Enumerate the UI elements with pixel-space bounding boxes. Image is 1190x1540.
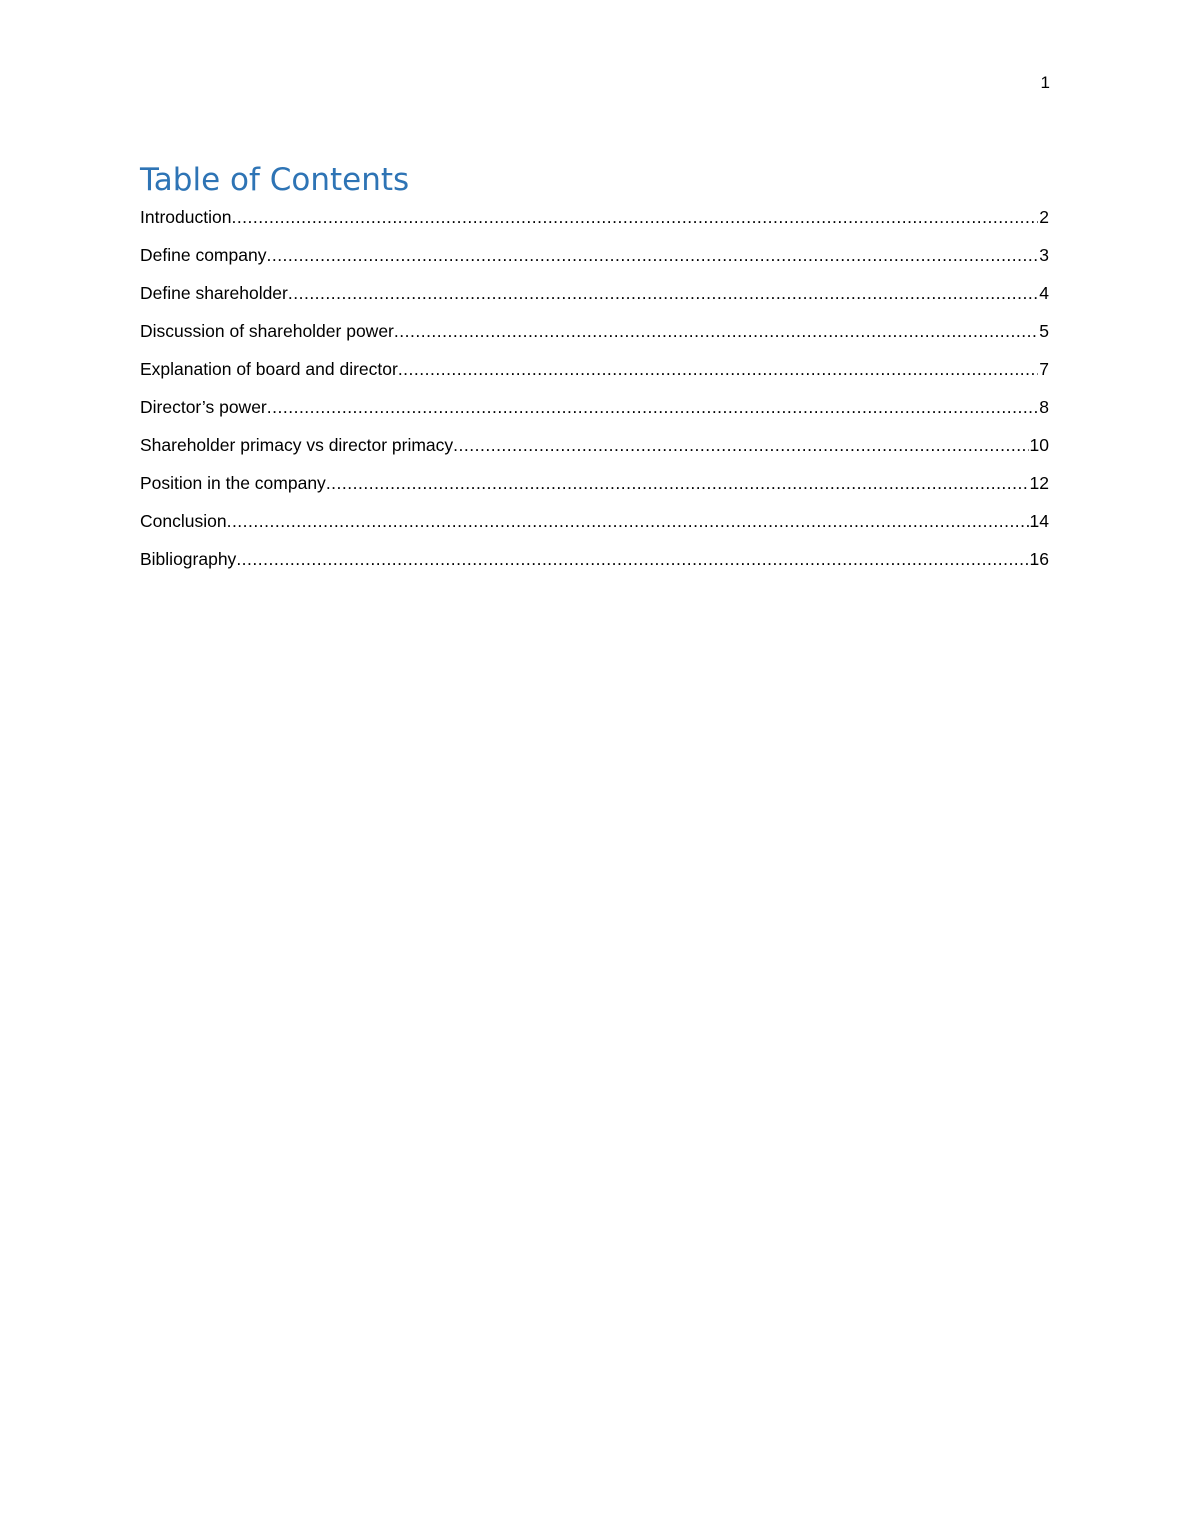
toc-dot-leader [267, 392, 1039, 422]
toc-dot-leader [266, 240, 1038, 270]
toc-entry-page: 16 [1029, 549, 1049, 569]
toc-entry-label: Position in the company [140, 473, 326, 493]
toc-entry-shareholder-power[interactable] [140, 316, 1049, 354]
toc-entry-conclusion[interactable] [140, 506, 1049, 544]
toc-dot-leader [236, 544, 1028, 574]
toc-entry-page: 5 [1039, 321, 1049, 341]
toc-entry-label: Conclusion [140, 511, 227, 531]
toc-list [140, 202, 1049, 582]
toc-entry-label: Explanation of board and director [140, 359, 398, 379]
page-number: 1 [1040, 73, 1050, 92]
toc-dot-leader [394, 316, 1038, 346]
toc-dot-leader [231, 202, 1038, 232]
toc-entry-label: Bibliography [140, 549, 237, 569]
toc-entry-position[interactable] [140, 468, 1049, 506]
toc-entry-primacy[interactable] [140, 430, 1049, 468]
toc-entry-page: 7 [1039, 359, 1049, 379]
toc-entry-label: Discussion of shareholder power [140, 321, 394, 341]
table-of-contents [140, 160, 1049, 582]
toc-entry-introduction[interactable] [140, 202, 1049, 240]
toc-entry-page: 14 [1029, 511, 1049, 531]
toc-entry-directors-power[interactable] [140, 392, 1049, 430]
toc-entry-label: Shareholder primacy vs director primacy [140, 435, 454, 455]
toc-entry-define-shareholder[interactable] [140, 278, 1049, 316]
toc-dot-leader [453, 430, 1028, 460]
toc-entry-label: Director’s power [140, 397, 267, 417]
toc-entry-page: 10 [1029, 435, 1049, 455]
toc-dot-leader [227, 506, 1029, 536]
toc-dot-leader [288, 278, 1038, 308]
toc-entry-page: 2 [1039, 207, 1049, 227]
toc-entry-page: 4 [1039, 283, 1049, 303]
toc-entry-define-company[interactable] [140, 240, 1049, 278]
toc-entry-board-and-director[interactable] [140, 354, 1049, 392]
toc-entry-page: 12 [1029, 473, 1049, 493]
toc-entry-label: Define shareholder [140, 283, 288, 303]
toc-entry-page: 3 [1039, 245, 1049, 265]
toc-entry-label: Introduction [140, 207, 232, 227]
toc-entry-bibliography[interactable] [140, 544, 1049, 582]
toc-dot-leader [398, 354, 1038, 384]
toc-dot-leader [326, 468, 1029, 498]
toc-title: Table of Contents [140, 162, 410, 198]
toc-entry-label: Define company [140, 245, 267, 265]
toc-entry-page: 8 [1039, 397, 1049, 417]
